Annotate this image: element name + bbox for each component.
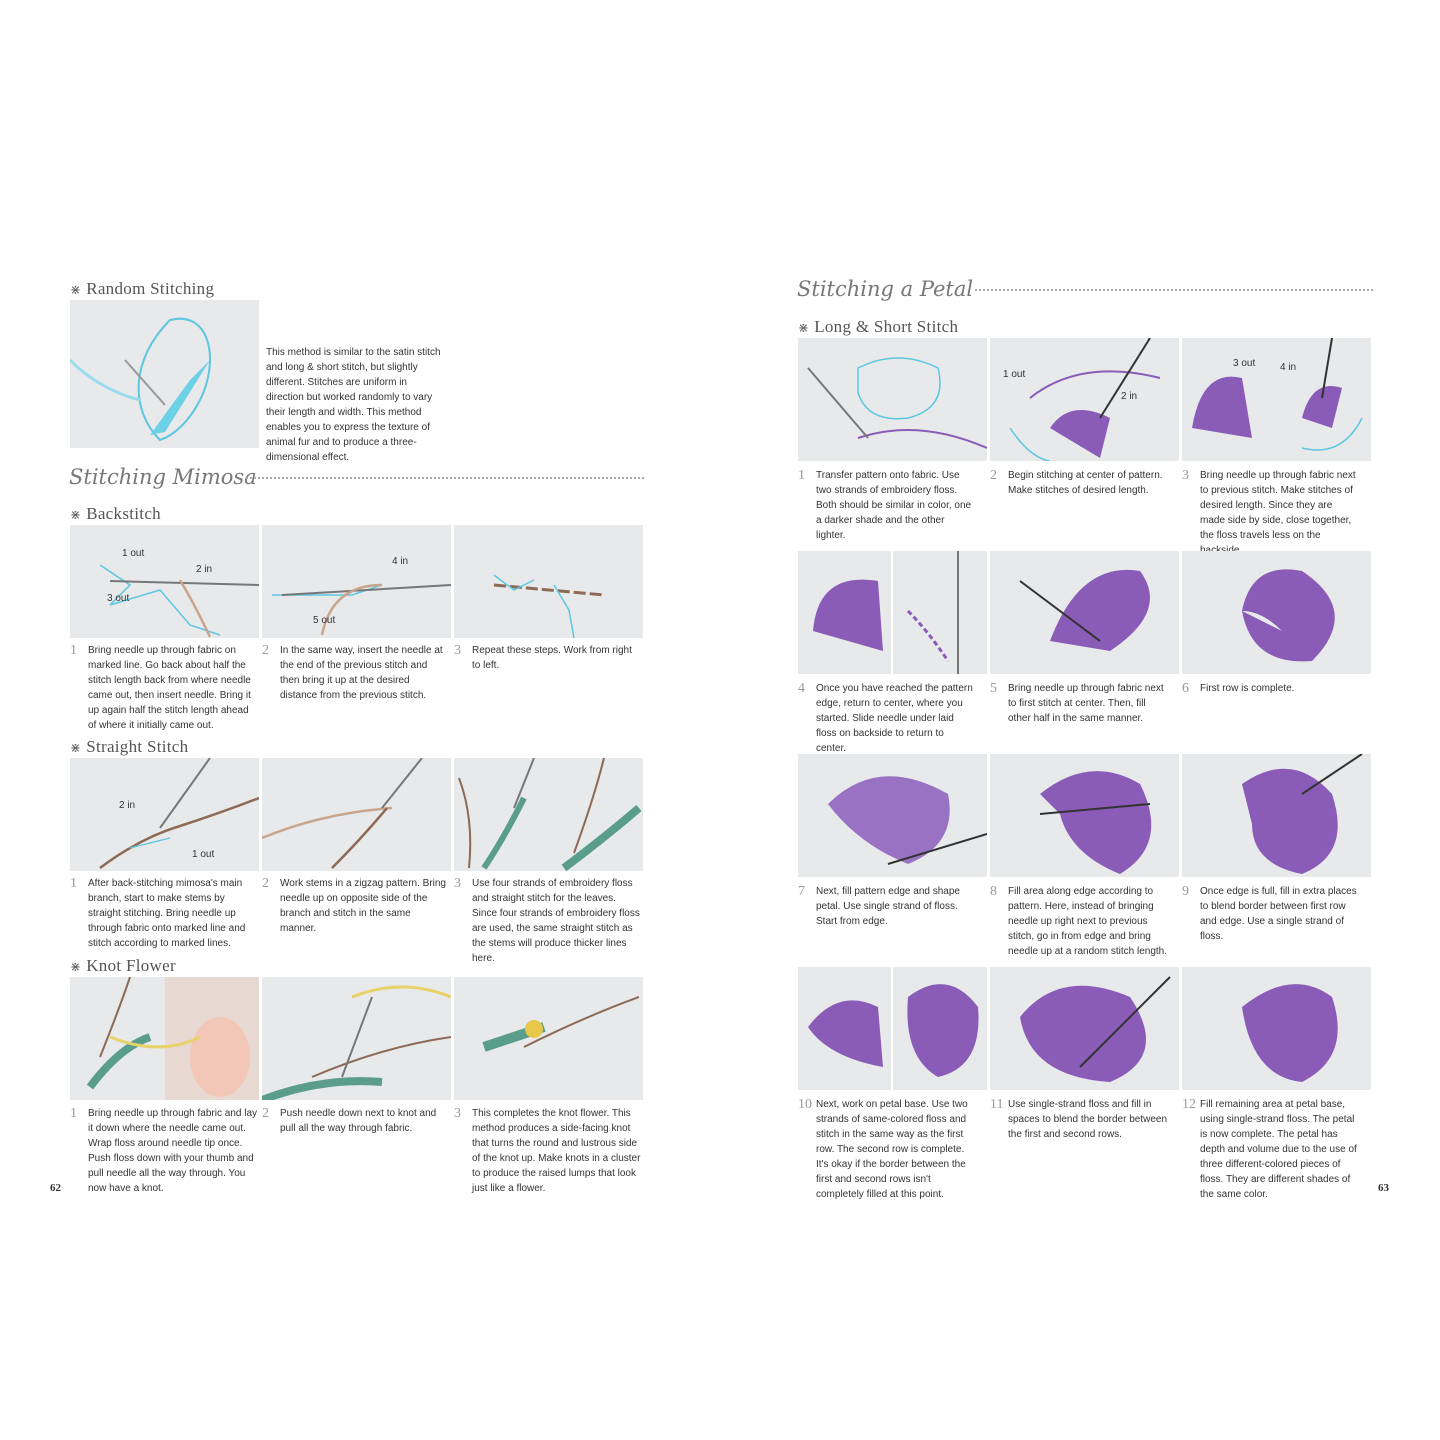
photo-petal-12: [1182, 967, 1371, 1090]
label-petal-3-out: 3 out: [1233, 358, 1256, 369]
photo-knot-3: [454, 977, 643, 1100]
section-mark-icon: ⋇: [70, 507, 82, 522]
label-straight-2-in: 2 in: [119, 800, 136, 811]
photo-petal-6: [1182, 551, 1371, 674]
photo-backstitch-2: [262, 525, 451, 638]
label-petal-2-in: 2 in: [1121, 391, 1138, 402]
photo-petal-9: [1182, 754, 1371, 877]
label-5-out: 5 out: [313, 615, 336, 626]
photo-straight-3: [454, 758, 643, 871]
photo-backstitch-1: [70, 525, 259, 638]
label-petal-1-out: 1 out: [1003, 369, 1026, 380]
photo-knot-2: [262, 977, 451, 1100]
photo-random-stitching: [70, 300, 259, 448]
section-mark-icon: ⋇: [70, 282, 82, 297]
photo-petal-3: [1182, 338, 1371, 461]
photo-straight-1: [70, 758, 259, 871]
page-number-62: 62: [50, 1182, 61, 1194]
photo-petal-11: [990, 967, 1179, 1090]
section-mark-icon: ⋇: [798, 320, 810, 335]
section-title-knot-flower: ⋇ Knot Flower: [70, 956, 176, 975]
photo-petal-8: [990, 754, 1179, 877]
section-mark-icon: ⋇: [70, 959, 82, 974]
label-3-out: 3 out: [107, 593, 130, 604]
photo-petal-10: [798, 967, 987, 1090]
page-number-63: 63: [1378, 1182, 1389, 1194]
heading-stitching-a-petal: Stitching a Petal: [797, 277, 974, 301]
photo-petal-5: [990, 551, 1179, 674]
photo-petal-7: [798, 754, 987, 877]
heading-stitching-mimosa: Stitching Mimosa: [69, 465, 257, 489]
photo-petal-2: [990, 338, 1179, 461]
section-title-straight-stitch: ⋇ Straight Stitch: [70, 737, 189, 756]
label-4-in: 4 in: [392, 556, 409, 567]
section-title-backstitch: ⋇ Backstitch: [70, 504, 161, 523]
photo-knot-1: [70, 977, 259, 1100]
photo-petal-4: [798, 551, 987, 674]
heading-dotted-rule: [975, 289, 1373, 291]
section-title-random-stitching: ⋇ Random Stitching: [70, 279, 215, 298]
photo-petal-1: [798, 338, 987, 461]
label-straight-1-out: 1 out: [192, 849, 215, 860]
random-stitching-text: This method is similar to the satin stitch and long & short stitch, but slightly different. Stitches are uniform in direction but worked randomly to vary their length and width. This method enables you to express the texture of animal fur and to produce a three-dimensional effect.: [266, 347, 441, 463]
label-petal-4-in: 4 in: [1280, 362, 1297, 373]
photo-backstitch-3: [454, 525, 643, 638]
label-2-in: 2 in: [196, 564, 213, 575]
section-title-long-short-stitch: ⋇ Long & Short Stitch: [798, 317, 959, 336]
label-1-out: 1 out: [122, 548, 145, 559]
photo-straight-2: [262, 758, 451, 871]
heading-dotted-rule: [246, 477, 644, 479]
section-mark-icon: ⋇: [70, 740, 82, 755]
